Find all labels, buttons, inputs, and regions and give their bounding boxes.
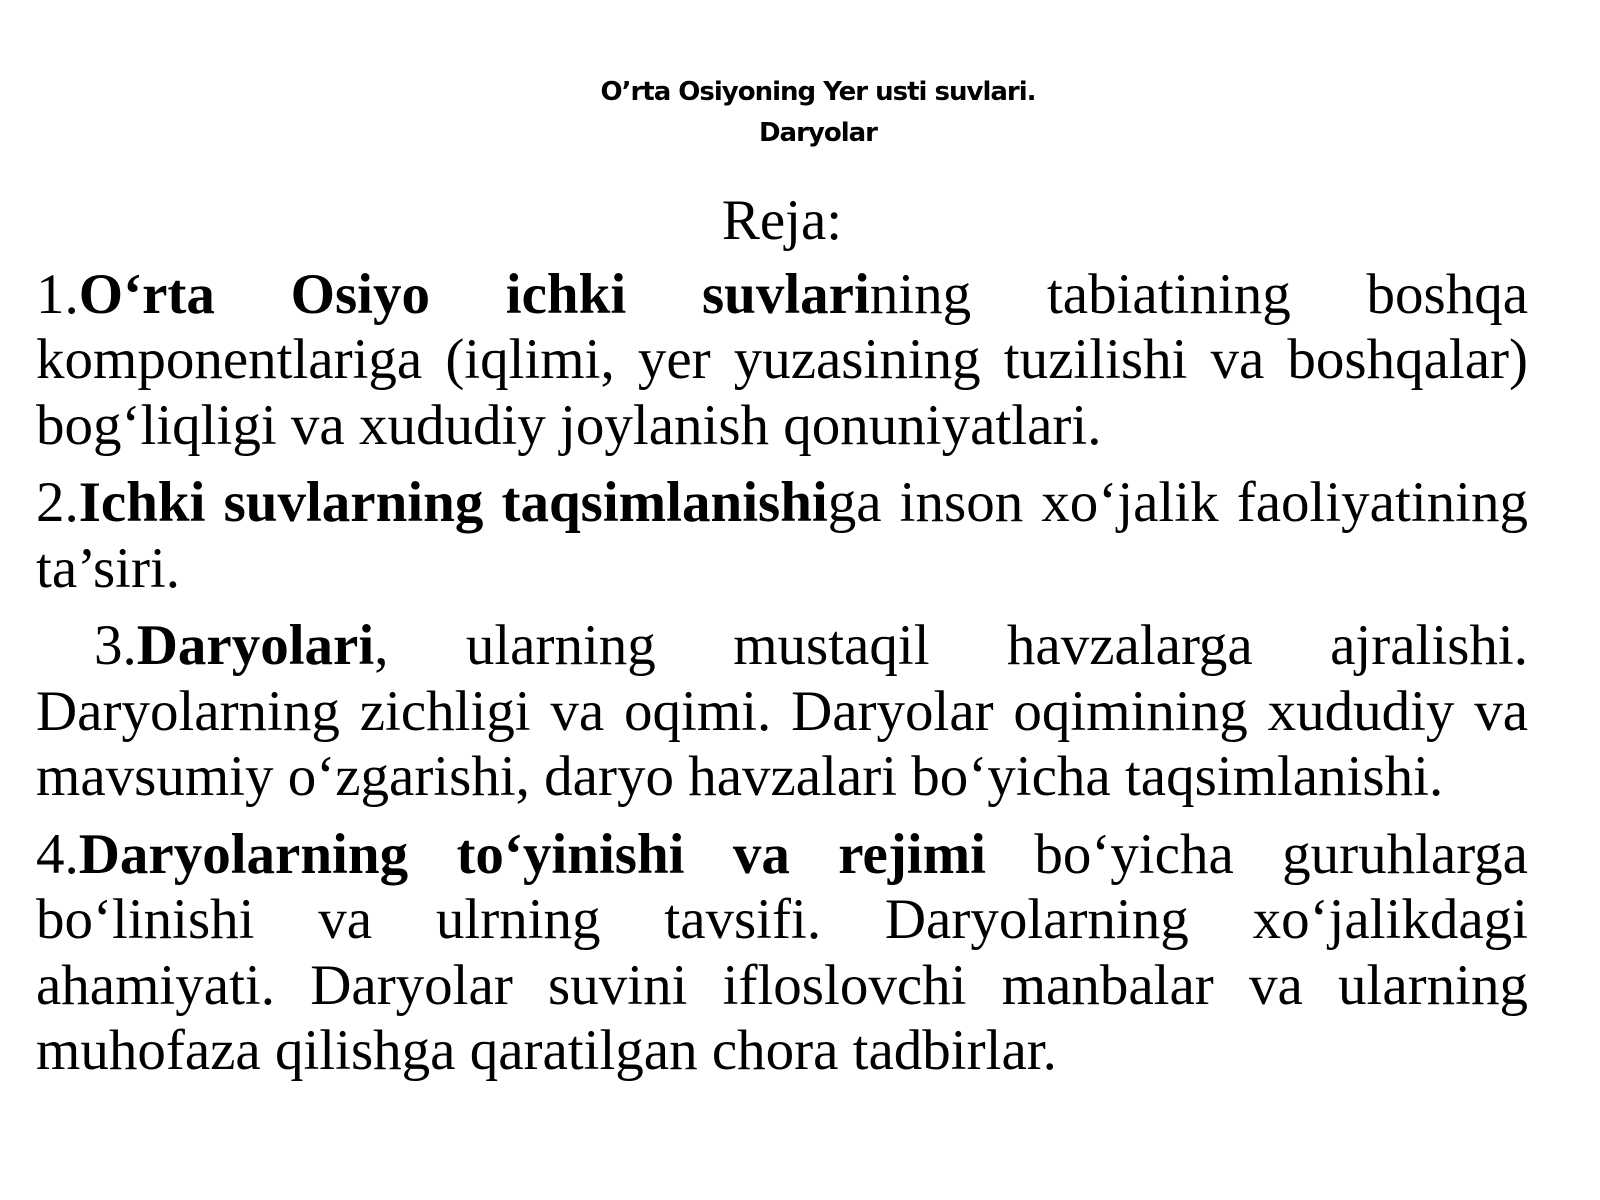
plan-item-bold: Daryolarning to‘yinishi va rejimi bbox=[78, 822, 986, 886]
plan-item-4 bbox=[36, 822, 1528, 1084]
title-line-1: O’rta Osiyoning Yer usti suvlari. bbox=[600, 77, 1036, 107]
plan-item-number: 3. bbox=[94, 614, 137, 677]
plan-item-number: 4. bbox=[36, 822, 79, 886]
plan-item-bold: O‘rta Osiyo ichki suvlari bbox=[78, 262, 870, 326]
title-line-2: Daryolar bbox=[758, 118, 878, 148]
plan-item-3 bbox=[36, 613, 1528, 810]
plan-item-2 bbox=[36, 470, 1528, 601]
plan-item-text: ga inson xo‘jalik faoliyatining ta’siri. bbox=[36, 471, 1528, 600]
plan-item-bold: Ichki suvlarning taqsimlanishi bbox=[78, 471, 828, 534]
plan-item-number: 1. bbox=[36, 262, 79, 326]
plan-item-number: 2. bbox=[36, 471, 79, 534]
plan-heading: Reja: bbox=[721, 189, 843, 252]
plan-item-bold: Daryolari bbox=[136, 614, 375, 677]
plan-item-text: , ularning mustaqil havzalarga ajralishi. Daryolarning zichligi va oqimi. Daryolar oqimining xududiy va mavsumiy o‘zgarishi, daryo havzalari bo‘yicha taqsimlanishi. bbox=[36, 614, 1528, 808]
slide-body bbox=[36, 188, 1528, 1096]
slide-title bbox=[0, 72, 1600, 154]
plan-item-text: ning tabiatining boshqa komponentlariga (iqlimi, yer yuzasining tuzilishi va boshqalar) bog‘liqligi va xududiy joylanish qonuniyatlari. bbox=[36, 262, 1528, 457]
plan-item-text: bo‘yicha guruhlarga bo‘linishi va ulrning tavsifi. Daryolarning xo‘jalikdagi ahamiyati. Daryolar suvini ifloslovchi manbalar va ularning muhofaza qilishga qaratilgan chora tadbirlar. bbox=[36, 822, 1528, 1082]
plan-item-1 bbox=[36, 262, 1528, 459]
